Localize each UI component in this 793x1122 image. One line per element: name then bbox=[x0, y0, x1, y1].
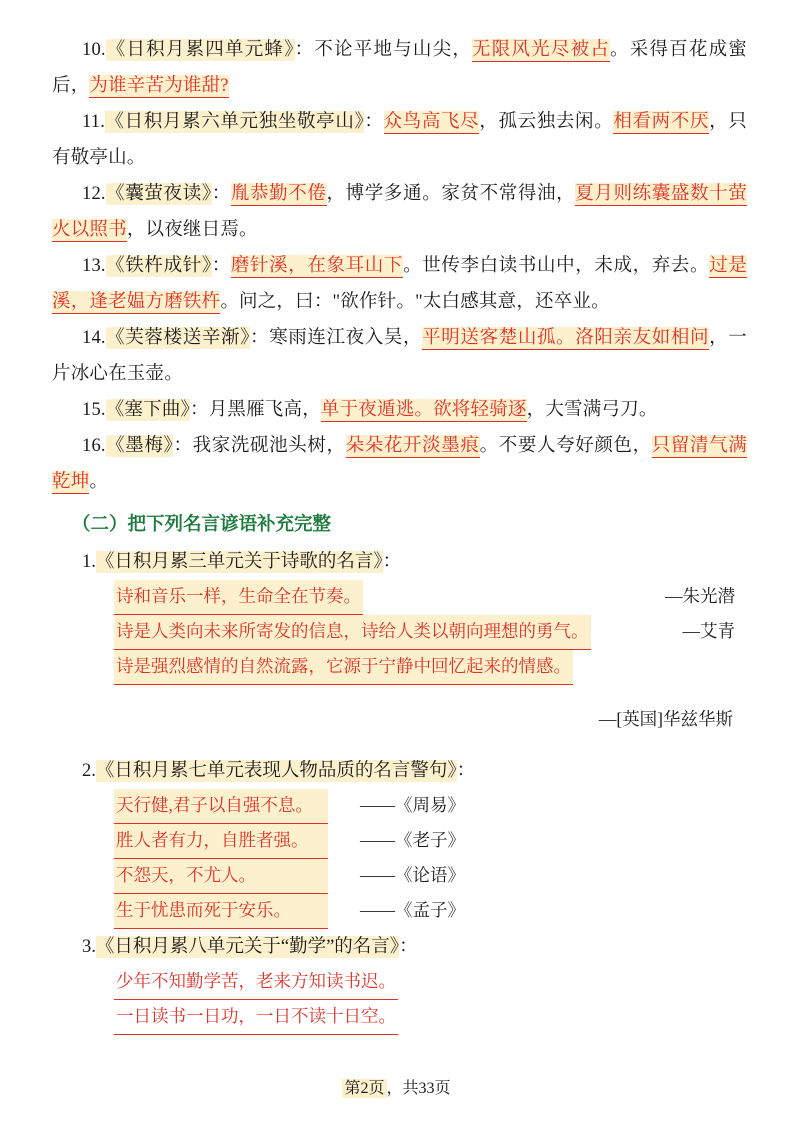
item-body: 月黑雁飞高， bbox=[208, 400, 321, 420]
list-item bbox=[52, 320, 747, 392]
quote-attribution: —朱光潜 bbox=[665, 586, 735, 606]
sub-item-title: 《日积月累三单元关于诗歌的名言》 bbox=[95, 552, 383, 572]
item-body: ，孤云独去闲。 bbox=[479, 112, 614, 132]
quote-answer: 胜人者有力，自胜者强。 bbox=[114, 824, 328, 859]
item-colon: ： bbox=[364, 112, 384, 132]
item-colon: ： bbox=[211, 256, 231, 276]
item-body: 。 bbox=[89, 472, 109, 492]
sub-item-title-line bbox=[52, 753, 747, 789]
item-answer: 欲将轻骑逐 bbox=[433, 400, 527, 420]
quote-pair-row bbox=[52, 859, 747, 894]
quote-answer: 天行健,君子以自强不息。 bbox=[114, 789, 328, 824]
item-body: 寒雨连江夜入吴， bbox=[269, 328, 423, 348]
item-answer: 过是溪，逢老媪方磨铁杵 bbox=[52, 256, 748, 312]
item-answer: 平明送客楚山孤。洛阳亲友如相问 bbox=[422, 328, 710, 348]
item-answer: 夏月则练囊盛数十萤火以照书 bbox=[52, 184, 748, 240]
item-answer: 磨针溪，在象耳山下 bbox=[230, 256, 404, 276]
item-number: 11. bbox=[82, 112, 106, 132]
quote-line bbox=[52, 580, 747, 615]
quote-source: ——《老子》 bbox=[360, 830, 465, 850]
item-body: ，大雪满弓刀。 bbox=[526, 400, 658, 420]
item-answer: 相看两不厌 bbox=[613, 112, 710, 132]
list-item bbox=[52, 32, 747, 104]
item-body: 。不要人夸好颜色， bbox=[479, 436, 652, 456]
item-number: 10. bbox=[82, 40, 106, 60]
quote-pair-row bbox=[52, 789, 747, 824]
item-colon: ： bbox=[190, 400, 209, 420]
item-title: 《日积月累六单元独坐敬亭山》 bbox=[105, 112, 365, 132]
section-heading: （二）把下列名言谚语补充完整 bbox=[72, 515, 332, 535]
item-body: ，一片冰心在玉壶。 bbox=[52, 328, 747, 384]
sub-item-title-line bbox=[52, 544, 747, 580]
item-answer: 众鸟高飞尽 bbox=[383, 112, 480, 132]
item-number: 16. bbox=[82, 436, 106, 456]
quote-answer: 生于忧患而死于安乐。 bbox=[114, 894, 328, 929]
list-item bbox=[52, 104, 747, 176]
quote-answer: 少年不知勤学苦，老来方知读书迟。 bbox=[114, 965, 398, 1000]
sub-item-number: 3. bbox=[82, 937, 96, 957]
item-body: 。世传李白读书山中，未成，弃去。 bbox=[403, 256, 710, 276]
item-answer: 朵朵花开淡墨痕 bbox=[345, 436, 480, 456]
quote-pair-row bbox=[52, 824, 747, 859]
quote-answer: 一日读书一日功，一日不读十日空。 bbox=[114, 1000, 398, 1035]
list-item bbox=[52, 176, 747, 248]
item-title: 《塞下曲》 bbox=[105, 400, 190, 420]
sub-item-title: 《日积月累七单元表现人物品质的名言警句》 bbox=[95, 761, 457, 781]
sub-item-number: 1. bbox=[82, 552, 96, 572]
item-body: 不论平地与山尖， bbox=[314, 40, 473, 60]
quote-answer: 诗是人类向未来所寄发的信息，诗给人类以朝向理想的勇气。 bbox=[114, 615, 591, 650]
item-title: 《芙蓉楼送辛渐》 bbox=[105, 328, 250, 348]
page-number: 第2页 bbox=[344, 1080, 385, 1097]
quote-answer: 诗是强烈感情的自然流露，它源于宁静中回忆起来的情感。 bbox=[114, 650, 573, 685]
quote-line bbox=[52, 1000, 747, 1035]
quote-source: ——《周易》 bbox=[360, 795, 465, 815]
sub-item-colon: ： bbox=[399, 937, 418, 957]
item-answer: 只留清气满乾坤 bbox=[52, 436, 747, 492]
quote-answer: 诗和音乐一样，生命全在节奏。 bbox=[114, 580, 363, 615]
item-title: 《铁杵成针》 bbox=[105, 256, 212, 276]
item-body: 。采得百花成蜜后， bbox=[52, 40, 748, 96]
item-body: ，只有敬亭山。 bbox=[52, 112, 747, 168]
item-title: 《囊萤夜读》 bbox=[105, 184, 212, 204]
item-body: ，以夜继日焉。 bbox=[126, 220, 258, 240]
item-answer: 单于夜遁逃。 bbox=[320, 400, 434, 420]
quote-attribution: —[英国]华兹华斯 bbox=[598, 708, 733, 729]
item-number: 15. bbox=[82, 400, 106, 420]
quote-answer: 不怨天，不尤人。 bbox=[114, 859, 328, 894]
quote-attribution: —艾青 bbox=[682, 621, 735, 641]
item-colon: ： bbox=[173, 436, 193, 456]
quote-pair-row bbox=[52, 894, 747, 929]
quote-line bbox=[52, 650, 747, 685]
sub-item-title-line bbox=[52, 929, 747, 965]
quote-line bbox=[52, 615, 747, 650]
item-number: 12. bbox=[82, 184, 106, 204]
item-number: 14. bbox=[82, 328, 106, 348]
page-footer bbox=[0, 1075, 793, 1098]
item-title: 《墨梅》 bbox=[105, 436, 174, 456]
quote-line bbox=[52, 965, 747, 1000]
item-answer: 为谁辛苦为谁甜? bbox=[89, 76, 229, 96]
item-body: 。问之，曰："欲作针。"太白感其意，还卒业。 bbox=[220, 292, 610, 312]
sub-item-colon: ： bbox=[456, 761, 476, 781]
item-number: 13. bbox=[82, 256, 106, 276]
item-answer: 胤恭勤不倦 bbox=[230, 184, 327, 204]
quote-source: ——《论语》 bbox=[360, 865, 465, 885]
item-body: ，博学多通。家贫不常得油， bbox=[326, 184, 576, 204]
sub-item-title: 《日积月累八单元关于“勤学”的名言》 bbox=[95, 937, 400, 957]
item-title: 《日积月累四单元蜂》 bbox=[105, 40, 295, 60]
list-item bbox=[52, 428, 747, 500]
sub-item-colon: ： bbox=[382, 552, 402, 572]
sub-item-number: 2. bbox=[82, 761, 96, 781]
list-item bbox=[52, 248, 747, 320]
page-total: ，共33页 bbox=[386, 1080, 451, 1097]
item-colon: ： bbox=[249, 328, 270, 348]
quote-source: ——《孟子》 bbox=[360, 900, 465, 920]
item-colon: ： bbox=[211, 184, 231, 204]
item-body: 我家洗砚池头树， bbox=[192, 436, 346, 456]
list-item bbox=[52, 392, 747, 428]
item-colon: ： bbox=[294, 40, 315, 60]
item-answer: 无限风光尽被占 bbox=[472, 40, 611, 60]
